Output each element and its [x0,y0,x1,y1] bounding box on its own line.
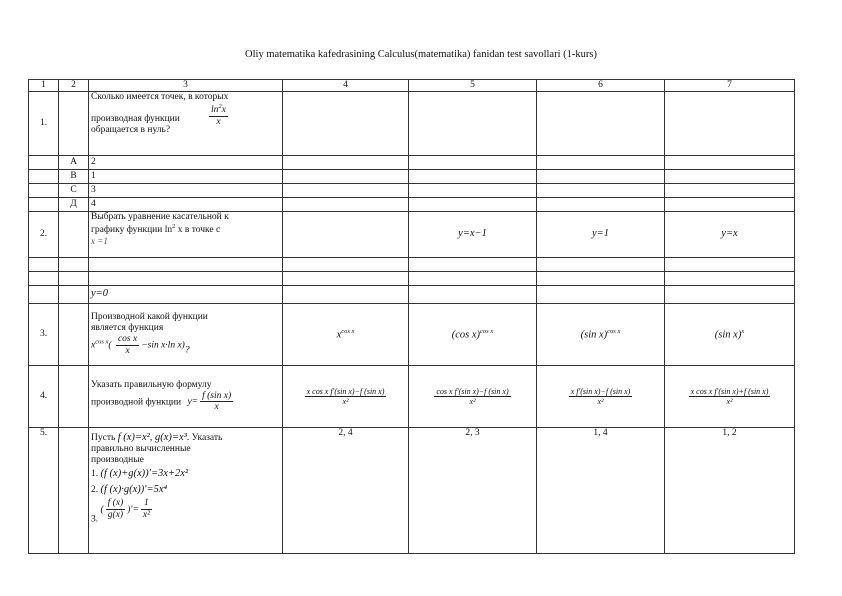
fraction [200,391,233,414]
empty-cell [665,272,795,286]
answer-cell [283,304,409,366]
formula-tail: −sin x·ln x [141,340,182,351]
fraction-numerator: x cos x f′(sin x)−f (sin x) [306,386,385,396]
spacer-row [29,258,795,272]
question-number: 3. [29,304,59,366]
answer-cell [409,304,537,366]
header-cell: 7 [665,80,795,92]
answer-cell [283,366,409,428]
option-value: y=0 [89,286,283,304]
question-line: Сколько имеется точек, в которых [91,92,229,102]
empty-cell [537,198,665,212]
fraction [689,387,771,406]
answer-cell: y=x [665,212,795,258]
empty-cell [59,286,89,304]
fraction-denominator: x² [342,397,349,406]
empty-cell [665,198,795,212]
question-row [29,366,795,428]
fraction-numerator: cos x f′(sin x)−f (sin x) [436,386,509,396]
question-line: правильно вычисленные [91,444,191,455]
fraction [141,498,152,521]
answer-cell [537,366,665,428]
header-cell: 4 [283,80,409,92]
empty-cell [59,92,89,156]
fraction-denominator: g(x) [107,509,124,520]
document-title: Oliy matematika kafedrasining Calculus(matematika) fanidan test savollari (1-kurs) [245,49,597,60]
empty-cell [283,156,409,170]
question-number: 1. [29,92,59,156]
empty-cell [665,170,795,184]
question-number: 4. [29,366,59,428]
spacer-row [29,272,795,286]
empty-cell [665,258,795,272]
empty-cell [537,170,665,184]
header-cell: 1 [29,80,59,92]
fraction: $\frac{\ln^2x}{x}$ [211,102,226,127]
empty-cell [665,92,795,156]
formula-exponent: cos x [95,338,109,346]
question-row [29,212,795,258]
empty-cell [283,198,409,212]
question-text [89,212,283,258]
question-line: производная функции [91,113,180,124]
header-cell: 3 [89,80,283,92]
empty-cell [29,198,59,212]
option-letter: А [59,156,89,170]
empty-cell [59,258,89,272]
empty-cell [409,286,537,304]
list-item [91,484,280,496]
answer-cell [409,366,537,428]
option-value: 1 [89,170,283,184]
answer-exponent: cos x [341,327,355,335]
answer-cell [665,366,795,428]
answer-base: (sin x) [580,329,608,341]
empty-cell [409,92,537,156]
fraction-numerator: 1 [141,498,152,510]
question-row [29,304,795,366]
answer-cell [665,304,795,366]
empty-cell [29,258,59,272]
empty-cell [537,92,665,156]
empty-cell [89,258,283,272]
answer-cell: 1, 4 [537,428,665,554]
fraction-denominator: x² [726,397,733,406]
question-text [89,428,283,554]
list-item [91,468,280,480]
fraction-denominator: x² [469,397,476,406]
empty-cell [59,272,89,286]
formula: $x^{cos x}$( $\frac{\text{cos x}}{x}$ −sin x·ln x)? [91,334,190,356]
empty-cell [283,92,409,156]
header-cell: 6 [537,80,665,92]
question-text [89,92,283,156]
empty-cell [29,286,59,304]
empty-cell [409,184,537,198]
question-text [89,304,283,366]
empty-cell [59,366,89,428]
empty-cell [409,272,537,286]
answer-exponent: cos x [480,327,494,335]
empty-cell [29,170,59,184]
empty-cell [537,258,665,272]
question-line: производные [91,454,144,465]
option-row [29,286,795,304]
empty-cell [59,428,89,554]
formula: f (x)=x², g(x)=x³ [117,432,187,443]
formula: ( $\frac{f (x)}{g(x)}$ )′= $\frac{1}{\text{x²}}$ [100,498,150,520]
fraction-numerator: x cos x f′(sin x)+f (sin x) [690,386,769,396]
empty-cell [59,304,89,366]
formula: (f (x)+g(x))′=3x+2x² [100,467,189,479]
question-line: обращается в нуль? [91,124,171,135]
question-row [29,428,795,554]
empty-cell [665,156,795,170]
question-line: Производной какой функции [91,312,208,323]
answer-base: (cos x) [451,329,481,341]
question-line: является функция [91,323,164,334]
question-number: 2. [29,212,59,258]
option-row [29,198,795,212]
answer-base: (sin x) [714,329,742,341]
empty-cell [283,170,409,184]
empty-cell [537,156,665,170]
question-fragment: . Указать [186,433,223,443]
fraction-denominator: x [216,117,221,127]
question-fragment: Пусть [91,433,116,443]
question-line: x =1 [91,236,108,246]
item-number: 2. [91,484,99,495]
answer-cell [537,304,665,366]
fraction-denominator: x [125,345,130,356]
item-number: 3. [91,514,99,525]
option-value: 2 [89,156,283,170]
question-fragment: производной функции [91,397,182,408]
formula-base: x [91,340,96,351]
option-row [29,170,795,184]
option-letter: B [59,170,89,184]
answer-cell: y=1 [537,212,665,258]
empty-cell [409,156,537,170]
questions-table [28,79,795,554]
empty-cell [409,258,537,272]
question-line [91,391,280,414]
empty-cell [409,170,537,184]
item-number: 1. [91,468,99,479]
empty-cell [29,272,59,286]
fraction [569,387,633,406]
fraction [434,387,510,406]
question-row [29,92,795,156]
empty-cell [537,272,665,286]
empty-cell [89,272,283,286]
fraction-numerator: f (sin x) [202,390,232,401]
empty-cell [29,184,59,198]
question-line: графику функции $\ln^2 x$ в точке с [91,222,221,236]
empty-cell [283,212,409,258]
fraction-numerator: f (x) [107,498,124,509]
question-text [89,366,283,428]
question-line: Выбрать уравнение касательной к [91,212,229,222]
fraction-variable: x [221,105,226,116]
fraction-numerator: cos x [117,334,138,344]
answer-exponent: cos x [607,327,621,335]
answer-cell: 2, 4 [283,428,409,554]
empty-cell [283,272,409,286]
answer-cell: 2, 3 [409,428,537,554]
header-cell: 2 [59,80,89,92]
option-letter: Д [59,198,89,212]
option-row [29,156,795,170]
answer-cell: 1, 2 [665,428,795,554]
empty-cell [29,156,59,170]
option-value: 4 [89,198,283,212]
formula: (f (x)·g(x))′=5x⁴ [100,483,168,495]
header-row [29,80,795,92]
question-line [91,432,280,444]
empty-cell [665,286,795,304]
option-row [29,184,795,198]
empty-cell [409,198,537,212]
empty-cell [59,212,89,258]
option-letter: C [59,184,89,198]
empty-cell [665,184,795,198]
fraction-numerator: x f′(sin x)−f (sin x) [570,386,631,396]
fraction-numerator: ln [211,105,219,116]
empty-cell [283,286,409,304]
question-fragment: графику функции ln [91,225,173,236]
list-item [91,498,280,526]
answer-exponent: x [741,327,745,335]
empty-cell [537,184,665,198]
empty-cell [537,286,665,304]
answer-cell: y=x−1 [409,212,537,258]
formula-lhs: y= [187,397,199,408]
question-number: 5. [29,428,59,554]
question-line: Указать правильную формулу [91,379,212,390]
empty-cell [283,184,409,198]
fraction [116,334,139,357]
fraction [305,387,387,406]
header-cell: 5 [409,80,537,92]
fraction-denominator: x [214,402,219,413]
fraction-denominator: x² [597,397,604,406]
empty-cell [283,258,409,272]
question-fragment: x в точке с [175,225,221,236]
option-value: 3 [89,184,283,198]
answer-base: x [336,329,342,341]
fraction [106,498,126,521]
fraction-denominator: x² [142,509,150,520]
